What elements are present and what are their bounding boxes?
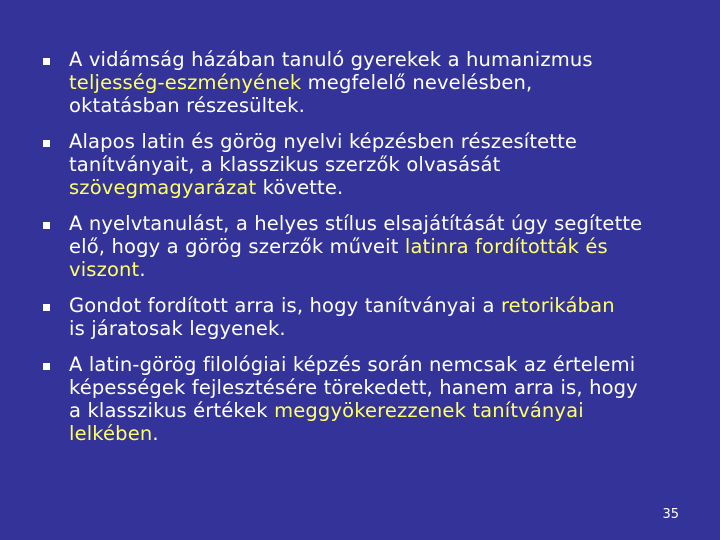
text-segment: a klasszikus értékek — [69, 399, 275, 422]
text-line — [69, 48, 690, 71]
text-line — [69, 130, 690, 153]
text-line — [69, 317, 690, 340]
text-line — [69, 176, 690, 199]
text-line — [69, 258, 690, 281]
text-line — [69, 235, 690, 258]
square-bullet-icon — [43, 140, 50, 147]
text-line — [69, 376, 690, 399]
bullet-text — [69, 48, 690, 117]
bullet-item — [40, 353, 690, 445]
bullet-text — [69, 212, 690, 281]
text-segment: . — [139, 258, 146, 281]
text-line — [69, 71, 690, 94]
text-line — [69, 94, 690, 117]
bullet-item — [40, 130, 690, 199]
text-segment: tanítványait, a klasszikus szerzők olvasását — [69, 153, 501, 176]
text-line — [69, 399, 690, 422]
highlighted-text: meggyökerezzenek tanítványai — [274, 399, 584, 422]
text-line — [69, 422, 690, 445]
text-line — [69, 153, 690, 176]
bullet-item — [40, 212, 690, 281]
highlighted-text: lelkében — [69, 422, 153, 445]
bullet-list — [40, 48, 690, 458]
text-segment: A vidámság házában tanuló gyerekek a humanizmus — [69, 48, 593, 71]
bullet-text — [69, 130, 690, 199]
square-bullet-icon — [43, 304, 50, 311]
bullet-text — [69, 353, 690, 445]
square-bullet-icon — [43, 222, 50, 229]
text-segment: Gondot fordított arra is, hogy tanítványai a — [69, 294, 501, 317]
text-line — [69, 212, 690, 235]
square-bullet-icon — [43, 363, 50, 370]
text-line — [69, 294, 690, 317]
bullet-item — [40, 294, 690, 340]
text-segment: A nyelvtanulást, a helyes stílus elsajátítását úgy segítette — [69, 212, 643, 235]
text-segment: elő, hogy a görög szerzők műveit — [69, 235, 405, 258]
text-segment: is járatosak legyenek. — [69, 317, 286, 340]
bullet-text — [69, 294, 690, 340]
highlighted-text: teljesség-eszményének — [69, 71, 302, 94]
text-segment: A latin-görög filológiai képzés során nemcsak az értelemi — [69, 353, 636, 376]
page-number: 35 — [662, 507, 679, 522]
highlighted-text: latinra fordították és — [404, 235, 608, 258]
highlighted-text: viszont — [69, 258, 140, 281]
text-segment: képességek fejlesztésére törekedett, hanem arra is, hogy — [69, 376, 638, 399]
bullet-item — [40, 48, 690, 117]
highlighted-text: retorikában — [500, 294, 615, 317]
square-bullet-icon — [43, 58, 50, 65]
text-segment: követte. — [256, 176, 344, 199]
highlighted-text: szövegmagyarázat — [69, 176, 257, 199]
text-line — [69, 353, 690, 376]
text-segment: . — [152, 422, 159, 445]
text-segment: megfelelő nevelésben, — [301, 71, 533, 94]
text-segment: oktatásban részesültek. — [69, 94, 305, 117]
text-segment: Alapos latin és görög nyelvi képzésben részesítette — [69, 130, 578, 153]
